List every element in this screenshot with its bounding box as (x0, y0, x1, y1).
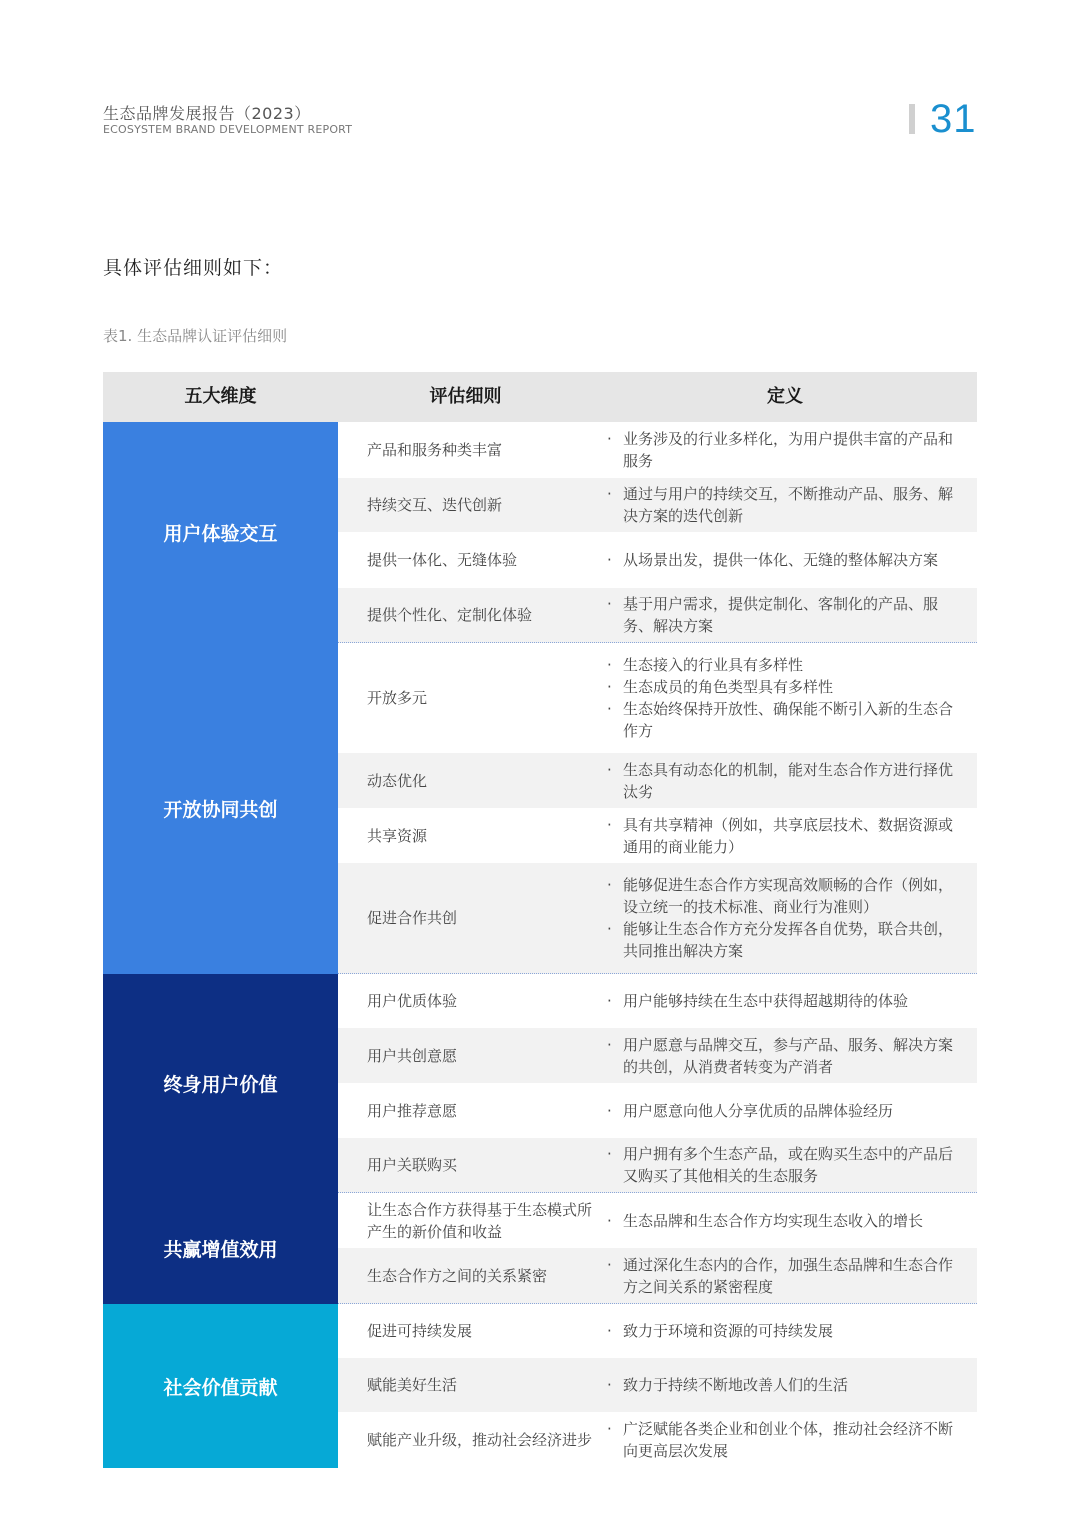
bullet-icon: · (607, 551, 612, 569)
definition-text: 通过深化生态内的合作，加强生态品牌和生态合作方之间关系的紧密程度 (623, 1255, 954, 1296)
bullet-icon: · (607, 1101, 612, 1120)
criterion-cell: 动态优化 (367, 771, 428, 790)
criterion-cell: 生态合作方之间的关系紧密 (367, 1266, 548, 1285)
definition-text: 从场景出发，提供一体化、无缝的整体解决方案 (623, 551, 939, 569)
criterion-cell: 开放多元 (367, 689, 428, 707)
definition-item (603, 676, 953, 698)
definition-item (603, 814, 953, 858)
bullet-icon: · (607, 1211, 612, 1230)
criterion-cell: 促进可持续发展 (367, 1322, 473, 1340)
definition-cell (593, 543, 977, 577)
definition-text: 业务涉及的行业多样化，为用户提供丰富的产品和服务 (623, 430, 954, 470)
criterion-cell: 赋能美好生活 (367, 1376, 458, 1394)
criterion-cell: 用户共创意愿 (367, 1046, 458, 1065)
table-row (338, 643, 977, 753)
bullet-icon: · (607, 920, 612, 938)
bullet-icon: · (607, 1376, 612, 1394)
definition-item (603, 874, 953, 918)
bullet-icon: · (607, 700, 612, 718)
criterion-cell: 让生态合作方获得基于生态模式所产生的新价值和收益 (367, 1200, 593, 1241)
bullet-icon: · (607, 1255, 612, 1274)
table-row (338, 422, 977, 478)
criterion-cell: 提供一体化、无缝体验 (367, 551, 518, 569)
definition-cell (593, 587, 977, 643)
definition-text: 用户愿意与品牌交互，参与产品、服务、解决方案的共创，从消费者转变为产消者 (623, 1035, 954, 1076)
definition-cell (593, 477, 977, 533)
definition-text: 生态接入的行业具有多样性 (623, 656, 804, 674)
definition-text: 能够促进生态合作方实现高效顺畅的合作（例如，设立统一的技术标准、商业行为准则） (623, 876, 954, 916)
definition-item (603, 1320, 953, 1342)
definition-text: 致力于持续不断地改善人们的生活 (623, 1376, 849, 1394)
definition-text: 广泛赋能各类企业和创业个体，推动社会经济不断向更高层次发展 (623, 1420, 954, 1460)
definition-cell (593, 808, 977, 864)
table-header (103, 372, 977, 422)
definition-item (603, 654, 953, 676)
definition-text: 生态始终保持开放性、确保能不断引入新的生态合作方 (623, 700, 954, 740)
table-row (338, 1193, 977, 1248)
table-row (338, 863, 977, 974)
dimension-group (103, 643, 977, 974)
definition-cell (593, 1368, 977, 1402)
dimension-group (103, 974, 977, 1193)
definition-cell (593, 1314, 977, 1348)
bullet-icon: · (607, 485, 612, 503)
bullet-icon: · (607, 1322, 612, 1340)
bullet-icon: · (607, 1035, 612, 1054)
bullet-icon: · (607, 992, 612, 1010)
intro-text: 具体评估细则如下： (103, 257, 284, 279)
report-subtitle: ECOSYSTEM BRAND DEVELOPMENT REPORT (103, 123, 353, 136)
dimension-label: 用户体验交互 (103, 422, 338, 643)
definition-text: 具有共享精神（例如，共享底层技术、数据资源或通用的商业能力） (623, 815, 954, 856)
definition-cell (593, 1094, 977, 1128)
definition-item (603, 698, 953, 742)
table-row (338, 974, 977, 1028)
definition-text: 用户能够持续在生态中获得超越期待的体验 (623, 992, 909, 1010)
criterion-cell: 促进合作共创 (367, 909, 458, 927)
bullet-icon: · (607, 1420, 612, 1438)
table-row (338, 1304, 977, 1358)
table-row (338, 478, 977, 532)
criterion-cell: 持续交互、迭代创新 (367, 496, 503, 514)
definition-cell (593, 1137, 977, 1193)
dimension-label: 共赢增值效用 (103, 1193, 338, 1304)
definition-item (603, 1034, 953, 1078)
dimension-label: 社会价值贡献 (103, 1304, 338, 1468)
definition-cell (593, 868, 977, 968)
table-row (338, 1028, 977, 1083)
definition-item (603, 1374, 953, 1396)
definition-item (603, 1418, 953, 1462)
table-caption: 表1. 生态品牌认证评估细则 (103, 327, 288, 345)
table-row (338, 588, 977, 643)
bullet-icon: · (607, 815, 612, 834)
definition-item (603, 990, 953, 1012)
definition-text: 用户拥有多个生态产品，或在购买生态中的产品后又购买了其他相关的生态服务 (623, 1145, 954, 1185)
definition-cell (593, 984, 977, 1018)
dimension-group (103, 1193, 977, 1304)
definition-cell (593, 1248, 977, 1304)
definition-item (603, 1254, 953, 1298)
report-title: 生态品牌发展报告（2023） (103, 104, 311, 123)
definition-cell (593, 648, 977, 748)
criterion-cell: 用户优质体验 (367, 992, 458, 1010)
definition-item (603, 918, 953, 962)
criterion-cell: 用户关联购买 (367, 1156, 458, 1174)
page-number-bar (909, 104, 915, 134)
definition-item (603, 1210, 953, 1232)
definition-cell (593, 1412, 977, 1468)
header-definition: 定义 (767, 386, 803, 407)
page-number: 31 (930, 97, 977, 141)
bullet-icon: · (607, 595, 612, 613)
criterion-cell: 提供个性化、定制化体验 (367, 606, 533, 624)
bullet-icon: · (607, 656, 612, 674)
definition-text: 基于用户需求，提供定制化、客制化的产品、服务、解决方案 (623, 595, 939, 635)
definition-item (603, 1100, 953, 1122)
dimension-group (103, 422, 977, 643)
bullet-icon: · (607, 678, 612, 696)
definition-item (603, 1143, 953, 1187)
definition-text: 生态品牌和生态合作方均实现生态收入的增长 (623, 1211, 924, 1230)
definition-text: 致力于环境和资源的可持续发展 (623, 1322, 834, 1340)
criterion-cell: 产品和服务种类丰富 (367, 441, 503, 459)
definition-item (603, 428, 953, 472)
table-row (338, 808, 977, 863)
dimension-group (103, 1304, 977, 1468)
definition-text: 生态成员的角色类型具有多样性 (623, 678, 834, 696)
definition-cell (593, 1028, 977, 1084)
table-body (103, 422, 977, 1468)
table-row (338, 1358, 977, 1412)
table-row (338, 532, 977, 588)
bullet-icon: · (607, 876, 612, 894)
criterion-cell: 用户推荐意愿 (367, 1101, 458, 1120)
bullet-icon: · (607, 1145, 612, 1163)
definition-item (603, 759, 953, 803)
table-row (338, 1138, 977, 1193)
header-criterion: 评估细则 (429, 386, 502, 407)
criterion-cell: 赋能产业升级，推动社会经济进步 (367, 1431, 593, 1449)
evaluation-table (103, 372, 977, 1468)
definition-cell (593, 1204, 977, 1238)
header-dimension: 五大维度 (184, 386, 257, 407)
bullet-icon: · (607, 430, 612, 448)
definition-item (603, 593, 953, 637)
definition-cell (593, 422, 977, 478)
definition-cell (593, 753, 977, 809)
table-row (338, 753, 977, 808)
dimension-label: 开放协同共创 (103, 643, 338, 974)
dimension-label: 终身用户价值 (103, 974, 338, 1193)
definition-text: 用户愿意向他人分享优质的品牌体验经历 (623, 1101, 894, 1120)
definition-text: 通过与用户的持续交互，不断推动产品、服务、解决方案的迭代创新 (623, 485, 954, 525)
definition-text: 能够让生态合作方充分发挥各自优势，联合共创，共同推出解决方案 (623, 920, 954, 960)
table-row (338, 1248, 977, 1304)
definition-text: 生态具有动态化的机制，能对生态合作方进行择优汰劣 (623, 760, 954, 801)
definition-item (603, 483, 953, 527)
table-row (338, 1083, 977, 1138)
criterion-cell: 共享资源 (367, 826, 428, 845)
bullet-icon: · (607, 760, 612, 779)
table-row (338, 1412, 977, 1468)
definition-item (603, 549, 953, 571)
